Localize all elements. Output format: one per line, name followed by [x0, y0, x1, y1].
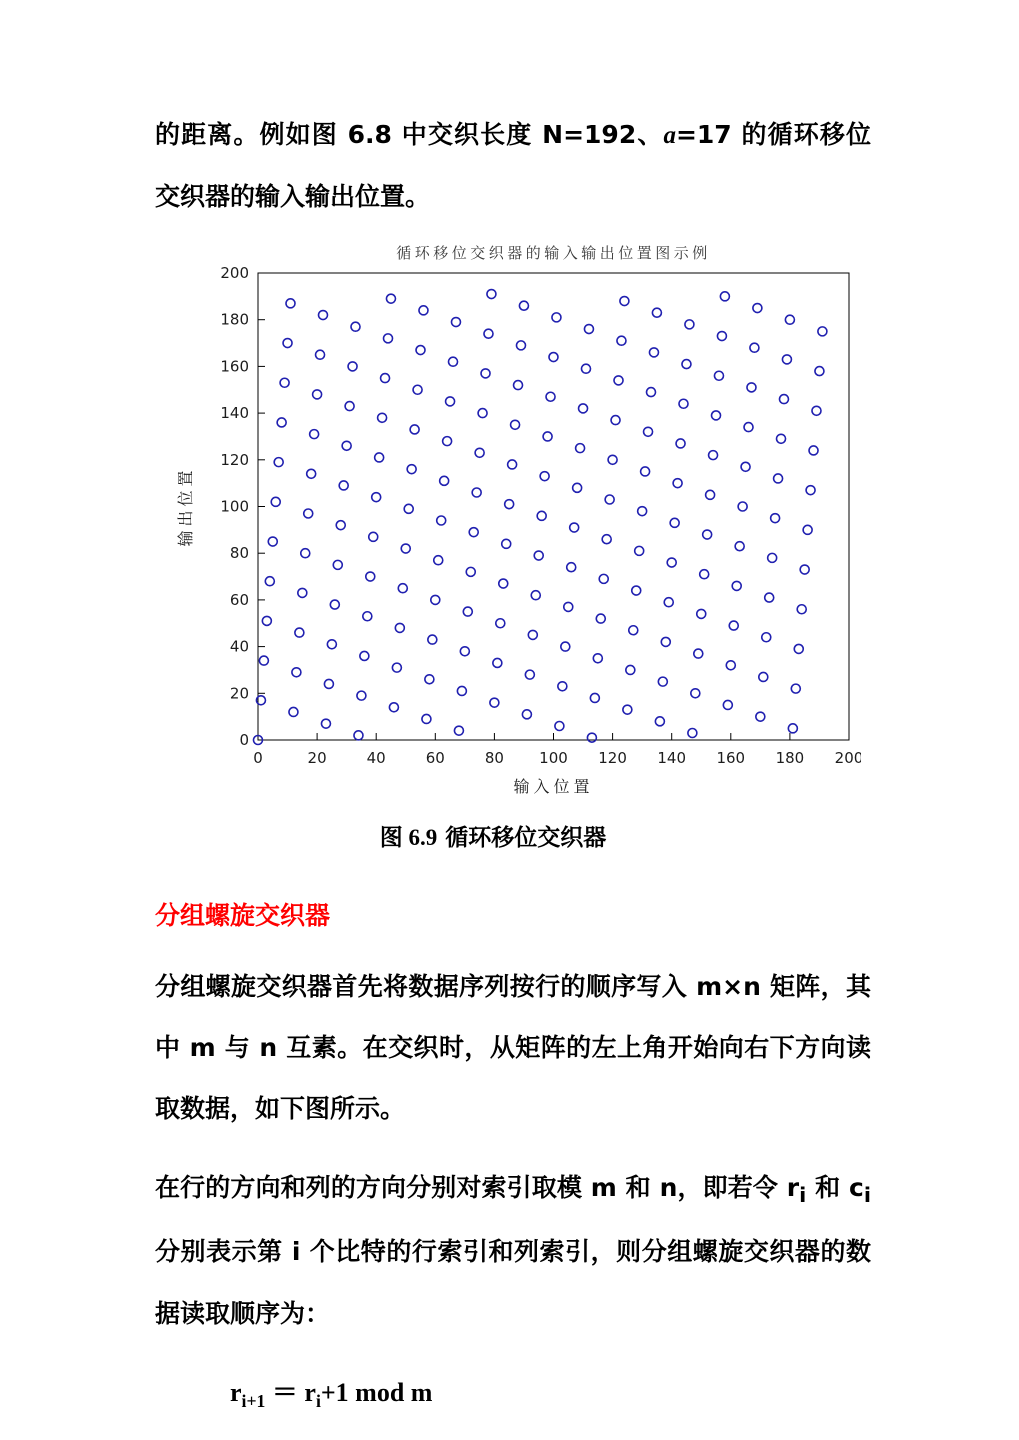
scatter-point [307, 469, 316, 478]
scatter-point [661, 637, 670, 646]
scatter-point [401, 544, 410, 553]
scatter-point [493, 658, 502, 667]
scatter-point [363, 611, 372, 620]
scatter-point [673, 478, 682, 487]
scatter-point [345, 401, 354, 410]
scatter-point [543, 431, 552, 440]
scatter-point [735, 541, 744, 550]
scatter-point [552, 312, 561, 321]
scatter-point [289, 707, 298, 716]
scatter-point [629, 625, 638, 634]
scatter-point [386, 294, 395, 303]
scatter-point [670, 518, 679, 527]
scatter-point [546, 392, 555, 401]
scatter-point [298, 588, 307, 597]
scatter-point [487, 289, 496, 298]
scatter-point [623, 705, 632, 714]
scatter-point [508, 459, 517, 468]
svg-text:180: 180 [220, 310, 249, 329]
scatter-point [667, 558, 676, 567]
scatter-point [759, 672, 768, 681]
scatter-point [567, 562, 576, 571]
scatter-point [265, 576, 274, 585]
scatter-point [605, 494, 614, 503]
scatter-point [407, 464, 416, 473]
scatter-point [451, 317, 460, 326]
scatter-point [271, 497, 280, 506]
formula-rhs-sub: i [315, 1390, 321, 1411]
para2-sub-1: i [799, 1183, 807, 1208]
scatter-point [484, 329, 493, 338]
y-axis-label: 输出位置 [176, 465, 195, 547]
scatter-point [268, 537, 277, 546]
scatter-point [301, 548, 310, 557]
scatter-point [620, 296, 629, 305]
scatter-point [413, 385, 422, 394]
formula-rhs-base: r [304, 1377, 316, 1407]
scatter-point [706, 490, 715, 499]
intro-text-2: =17 的循环移位交织器的输入输出位置。 [155, 120, 871, 212]
svg-text:80: 80 [484, 748, 504, 767]
scatter-point [280, 378, 289, 387]
scatter-point [422, 714, 431, 723]
scatter-point [608, 455, 617, 464]
section-heading: 分组螺旋交织器 [155, 900, 331, 930]
italic-variable-a: a [663, 122, 676, 149]
scatter-point [647, 387, 656, 396]
scatter-point [366, 572, 375, 581]
scatter-point [466, 567, 475, 576]
scatter-point [794, 644, 803, 653]
scatter-point [395, 623, 404, 632]
scatter-point [579, 403, 588, 412]
paragraph-block-helical-1: 分组螺旋交织器首先将数据序列按行的顺序写入 m×n 矩阵，其中 m 与 n 互素。在交织时，从矩阵的左上角开始向右下方向读取数据，如下图所示。 [155, 971, 871, 1123]
scatter-chart [161, 240, 861, 805]
chart-title: 循环移位交织器的输入输出位置图示例 [396, 243, 711, 262]
scatter-point [440, 476, 449, 485]
scatter-point [685, 319, 694, 328]
scatter-point [540, 471, 549, 480]
svg-text:200: 200 [834, 748, 861, 767]
svg-text:40: 40 [366, 748, 386, 767]
scatter-point [729, 621, 738, 630]
scatter-point [443, 436, 452, 445]
scatter-point [573, 483, 582, 492]
scatter-point [313, 389, 322, 398]
intro-paragraph [155, 104, 871, 228]
scatter-point [339, 480, 348, 489]
scatter-point [286, 298, 295, 307]
svg-text:160: 160 [716, 748, 746, 767]
scatter-point [587, 733, 596, 742]
scatter-point [516, 340, 525, 349]
scatter-point [389, 702, 398, 711]
scatter-point [319, 310, 328, 319]
scatter-point [525, 670, 534, 679]
scatter-point [774, 473, 783, 482]
scatter-point [812, 406, 821, 415]
scatter-point [649, 347, 658, 356]
scatter-point [304, 509, 313, 518]
scatter-point [336, 520, 345, 529]
scatter-point [502, 539, 511, 548]
scatter-point [694, 649, 703, 658]
scatter-point [644, 427, 653, 436]
scatter-point [292, 667, 301, 676]
scatter-point [460, 646, 469, 655]
scatter-point [723, 700, 732, 709]
scatter-point [732, 581, 741, 590]
svg-text:180: 180 [775, 748, 805, 767]
scatter-point [519, 301, 528, 310]
plot-box [258, 273, 849, 740]
scatter-point [611, 415, 620, 424]
svg-text:100: 100 [539, 748, 568, 767]
scatter-point [593, 653, 602, 662]
scatter-point [274, 457, 283, 466]
svg-text:0: 0 [239, 730, 249, 749]
svg-text:40: 40 [229, 637, 249, 656]
scatter-point [570, 523, 579, 532]
formula-lhs-sub: i+1 [241, 1390, 266, 1411]
para2-sub-2: i [863, 1183, 871, 1208]
scatter-point [777, 434, 786, 443]
figure-caption [155, 819, 831, 852]
scatter-point [809, 445, 818, 454]
scatter-point [410, 424, 419, 433]
scatter-point [750, 343, 759, 352]
scatter-point [782, 354, 791, 363]
scatter-point [496, 618, 505, 627]
scatter-point [714, 371, 723, 380]
scatter-point [753, 303, 762, 312]
scatter-point [481, 368, 490, 377]
scatter-point [522, 709, 531, 718]
scatter-point [635, 546, 644, 555]
scatter-point [815, 366, 824, 375]
scatter-point [348, 361, 357, 370]
scatter-point [330, 600, 339, 609]
svg-text:120: 120 [598, 748, 627, 767]
scatter-point [558, 681, 567, 690]
scatter-point [652, 308, 661, 317]
scatter-point [691, 688, 700, 697]
scatter-point [797, 604, 806, 613]
svg-text:160: 160 [220, 356, 249, 375]
scatter-point [321, 719, 330, 728]
scatter-point [416, 345, 425, 354]
scatter-point [369, 532, 378, 541]
scatter-point [664, 597, 673, 606]
scatter-point [511, 420, 520, 429]
scatter-point [679, 399, 688, 408]
scatter-point [457, 686, 466, 695]
scatter-point [614, 375, 623, 384]
scatter-point [333, 560, 342, 569]
scatter-point [384, 333, 393, 342]
scatter-point [490, 698, 499, 707]
scatter-point [641, 466, 650, 475]
figure-caption-text: 循环移位交织器 [445, 824, 607, 851]
scatter-point [697, 609, 706, 618]
scatter-point [398, 583, 407, 592]
scatter-point [576, 443, 585, 452]
scatter-point [703, 530, 712, 539]
scatter-point [381, 373, 390, 382]
scatter-point [555, 721, 564, 730]
scatter-point [744, 422, 753, 431]
figure-caption-label: 图 6.9 [379, 824, 438, 850]
scatter-point [463, 607, 472, 616]
para2-text-3: 分别表示第 i 个比特的行索引和列索引，则分组螺旋交织器的数据读取顺序为： [155, 1237, 871, 1328]
svg-text:200: 200 [220, 263, 249, 282]
scatter-point [310, 429, 319, 438]
scatter-point [658, 677, 667, 686]
scatter-point [738, 502, 747, 511]
scatter-point [419, 305, 428, 314]
scatter-point [431, 595, 440, 604]
scatter-point [785, 315, 794, 324]
scatter-point [354, 730, 363, 739]
scatter-point [717, 331, 726, 340]
scatter-point [561, 642, 570, 651]
scatter-point [528, 630, 537, 639]
scatter-point [626, 665, 635, 674]
scatter-point [505, 499, 514, 508]
scatter-point [818, 326, 827, 335]
scatter-point [327, 639, 336, 648]
scatter-point [700, 569, 709, 578]
scatter-point [720, 291, 729, 300]
scatter-point [259, 656, 268, 665]
scatter-point [295, 628, 304, 637]
scatter-point [803, 525, 812, 534]
scatter-point [531, 590, 540, 599]
scatter-point [596, 614, 605, 623]
scatter-point [638, 506, 647, 515]
intro-text-1: 的距离。例如图 6.8 中交织长度 N=192、 [155, 120, 664, 149]
paragraph-block-helical-2 [155, 1157, 871, 1344]
scatter-point [617, 336, 626, 345]
scatter-point [475, 448, 484, 457]
scatter-point [472, 487, 481, 496]
scatter-point [342, 441, 351, 450]
scatter-point [765, 593, 774, 602]
para2-text-1: 在行的方向和列的方向分别对索引取模 m 和 n，即若令 r [155, 1173, 800, 1203]
scatter-point [514, 380, 523, 389]
scatter-point [360, 651, 369, 660]
scatter-point [779, 394, 788, 403]
scatter-point [283, 338, 292, 347]
scatter-point [682, 359, 691, 368]
scatter-point [709, 450, 718, 459]
svg-text:20: 20 [229, 683, 249, 702]
scatter-point [676, 438, 685, 447]
scatter-point [277, 417, 286, 426]
scatter-point [800, 565, 809, 574]
svg-text:120: 120 [220, 450, 249, 469]
scatter-point [791, 684, 800, 693]
scatter-point [756, 712, 765, 721]
x-axis-label: 输入位置 [513, 776, 594, 796]
scatter-point [632, 586, 641, 595]
svg-text:140: 140 [220, 403, 249, 422]
svg-text:60: 60 [425, 748, 445, 767]
svg-text:0: 0 [253, 748, 263, 767]
scatter-point [375, 452, 384, 461]
scatter-point [428, 635, 437, 644]
para2-text-2: 和 c [806, 1173, 864, 1203]
svg-text:60: 60 [229, 590, 249, 609]
scatter-point [726, 660, 735, 669]
scatter-point [454, 726, 463, 735]
scatter-point [582, 364, 591, 373]
scatter-point [655, 716, 664, 725]
svg-text:80: 80 [229, 543, 249, 562]
scatter-point [537, 511, 546, 520]
scatter-point [788, 723, 797, 732]
scatter-point [434, 555, 443, 564]
scatter-point [378, 413, 387, 422]
scatter-point [404, 504, 413, 513]
scatter-point [392, 663, 401, 672]
scatter-point [771, 513, 780, 522]
scatter-point [747, 382, 756, 391]
scatter-point [357, 691, 366, 700]
scatter-point [584, 324, 593, 333]
scatter-point [437, 516, 446, 525]
scatter-point [534, 551, 543, 560]
scatter-point [806, 485, 815, 494]
formula-equals: ＝ [265, 1377, 305, 1407]
scatter-point [762, 632, 771, 641]
scatter-point [741, 462, 750, 471]
scatter-point [590, 693, 599, 702]
scatter-point [446, 396, 455, 405]
figure-6-9 [161, 240, 871, 809]
formula-rhs-rest: +1 mod m [320, 1377, 433, 1407]
scatter-point [449, 357, 458, 366]
scatter-point [425, 674, 434, 683]
scatter-point [602, 534, 611, 543]
scatter-point [478, 408, 487, 417]
svg-text:20: 20 [307, 748, 327, 767]
svg-text:140: 140 [657, 748, 687, 767]
scatter-point [499, 579, 508, 588]
scatter-point [549, 352, 558, 361]
scatter-point [469, 527, 478, 536]
scatter-point [564, 602, 573, 611]
scatter-point [372, 492, 381, 501]
scatter-point [768, 553, 777, 562]
scatter-point [262, 616, 271, 625]
row-index-formula [230, 1372, 871, 1412]
svg-text:100: 100 [220, 497, 249, 515]
scatter-point [324, 679, 333, 688]
scatter-point [599, 574, 608, 583]
formula-lhs-base: r [230, 1377, 242, 1407]
scatter-point [351, 322, 360, 331]
scatter-point [712, 410, 721, 419]
scatter-point [688, 728, 697, 737]
scatter-point [316, 350, 325, 359]
